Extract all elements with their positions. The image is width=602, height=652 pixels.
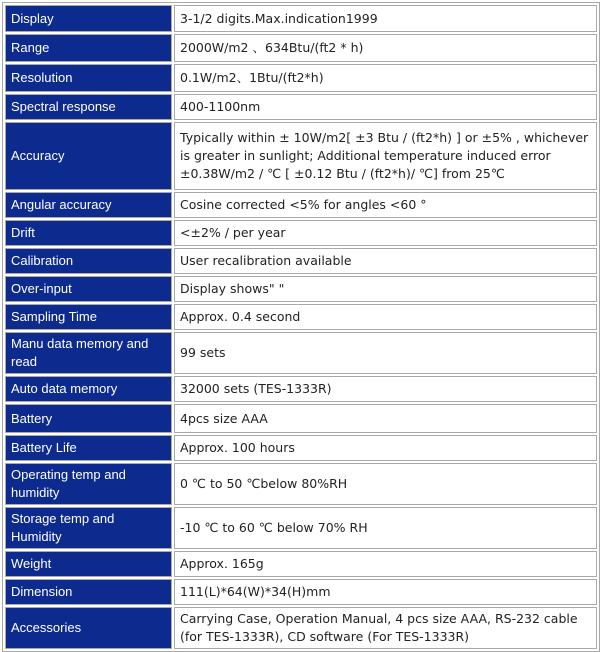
spec-value-range: 2000W/m2 、634Btu/(ft2 * h)	[174, 34, 597, 62]
spec-value-auto-data-memory: 32000 sets (TES-1333R)	[174, 376, 597, 402]
specifications-table	[2, 2, 600, 652]
spec-label-accuracy: Accuracy	[5, 122, 172, 190]
spec-label-angular-accuracy: Angular accuracy	[5, 192, 172, 218]
spec-value-resolution: 0.1W/m2、1Btu/(ft2*h)	[174, 64, 597, 92]
spec-value-operating-temp: 0 ℃ to 50 ℃below 80%RH	[174, 463, 597, 505]
spec-value-manual-data-memory: 99 sets	[174, 332, 597, 374]
spec-label-manual-data-memory: Manu data memory and read	[5, 332, 172, 374]
table-row	[5, 463, 597, 505]
table-row	[5, 404, 597, 433]
spec-label-display: Display	[5, 5, 172, 32]
spec-value-weight: Approx. 165g	[174, 551, 597, 577]
table-row	[5, 304, 597, 330]
spec-label-drift: Drift	[5, 220, 172, 246]
table-row	[5, 34, 597, 62]
spec-label-auto-data-memory: Auto data memory	[5, 376, 172, 402]
spec-value-dimension: 111(L)*64(W)*34(H)mm	[174, 579, 597, 605]
spec-label-spectral-response: Spectral response	[5, 94, 172, 120]
spec-label-over-input: Over-input	[5, 276, 172, 302]
spec-value-calibration: User recalibration available	[174, 248, 597, 274]
spec-value-over-input: Display shows" "	[174, 276, 597, 302]
table-row	[5, 607, 597, 649]
spec-label-operating-temp: Operating temp and humidity	[5, 463, 172, 505]
table-row	[5, 122, 597, 190]
table-row	[5, 435, 597, 461]
table-row	[5, 248, 597, 274]
spec-label-battery-life: Battery Life	[5, 435, 172, 461]
spec-value-angular-accuracy: Cosine corrected <5% for angles <60 °	[174, 192, 597, 218]
spec-value-battery-life: Approx. 100 hours	[174, 435, 597, 461]
table-row	[5, 5, 597, 32]
spec-label-weight: Weight	[5, 551, 172, 577]
table-row	[5, 276, 597, 302]
spec-value-storage-temp: -10 ℃ to 60 ℃ below 70% RH	[174, 507, 597, 549]
spec-label-range: Range	[5, 34, 172, 62]
table-row	[5, 579, 597, 605]
spec-label-battery: Battery	[5, 404, 172, 433]
table-row	[5, 94, 597, 120]
spec-label-dimension: Dimension	[5, 579, 172, 605]
table-row	[5, 507, 597, 549]
table-row	[5, 376, 597, 402]
spec-label-sampling-time: Sampling Time	[5, 304, 172, 330]
spec-value-accessories: Carrying Case, Operation Manual, 4 pcs size AAA, RS-232 cable (for TES-1333R), CD software (For TES-1333R)	[174, 607, 597, 649]
table-row	[5, 332, 597, 374]
spec-value-spectral-response: 400-1100nm	[174, 94, 597, 120]
spec-label-resolution: Resolution	[5, 64, 172, 92]
spec-value-display: 3-1/2 digits.Max.indication1999	[174, 5, 597, 32]
spec-label-accessories: Accessories	[5, 607, 172, 649]
spec-value-accuracy: Typically within ± 10W/m2[ ±3 Btu / (ft2*h) ] or ±5% , whichever is greater in sunlight; Additional temperature induced error ±0.38W/m2 / ℃ [ ±0.12 Btu / (ft2*h)/ ℃] from 25℃	[174, 122, 597, 190]
table-row	[5, 551, 597, 577]
spec-value-sampling-time: Approx. 0.4 second	[174, 304, 597, 330]
table-row	[5, 220, 597, 246]
table-row	[5, 192, 597, 218]
spec-label-storage-temp: Storage temp and Humidity	[5, 507, 172, 549]
spec-value-battery: 4pcs size AAA	[174, 404, 597, 433]
spec-value-drift: <±2% / per year	[174, 220, 597, 246]
spec-label-calibration: Calibration	[5, 248, 172, 274]
table-row	[5, 64, 597, 92]
